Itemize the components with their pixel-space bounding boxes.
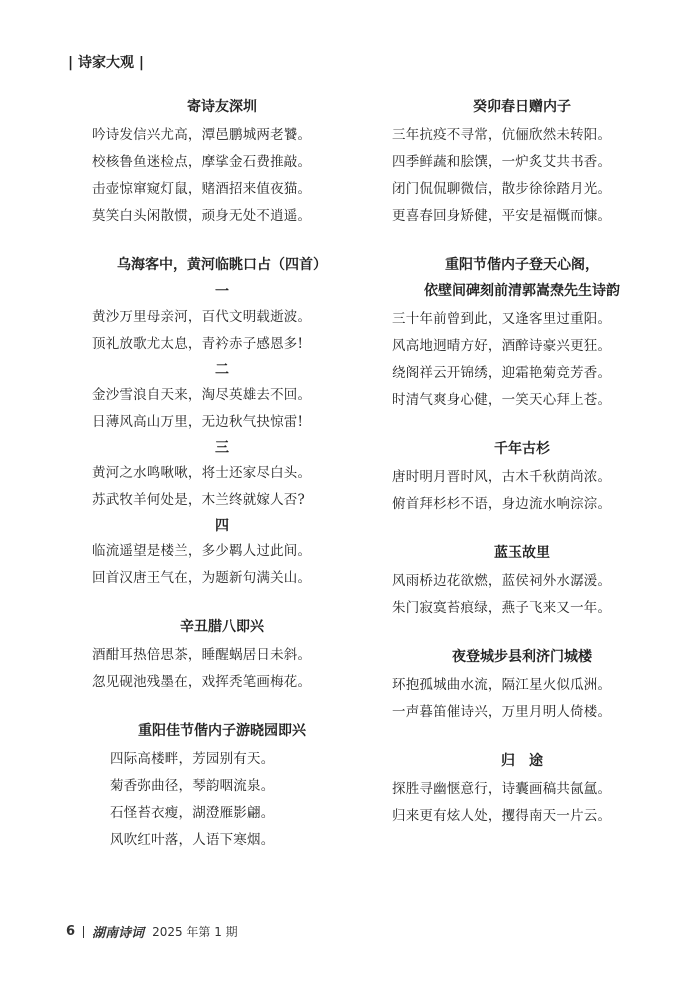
poem-title: 重阳节偕内子登天心阁， [445, 257, 599, 273]
poem-line: 击壶惊窜窥灯鼠，赌酒招来值夜猫。 [92, 181, 312, 197]
poem-line: 归来更有炫人处，攫得南天一片云。 [392, 808, 612, 824]
poem-line: 黄河之水鸣啾啾，将士还家尽白头。 [92, 465, 312, 481]
magazine-name: 湖南诗词 [92, 926, 145, 941]
poem [392, 96, 652, 230]
poem-line: 风高地迥晴方好，酒醉诗豪兴更狂。 [392, 338, 612, 354]
poem-line: 吟诗发信兴尤高，潭邑鹏城两老饕。 [92, 127, 312, 143]
poem [92, 616, 352, 696]
poem [392, 254, 652, 414]
issue-label: 2025 年第 1 期 [152, 925, 238, 939]
poem-line: 俯首拜杉杉不语，身边流水响淙淙。 [392, 496, 612, 512]
poem-line: 回首汉唐王气在，为题新句满关山。 [92, 570, 312, 586]
poem-line: 更喜春回身矫健，平安是福慨而慷。 [392, 208, 612, 224]
poem-line: 菊香弥曲径，琴韵咽流泉。 [110, 778, 275, 794]
poem-line: 金沙雪浪自天来，淘尽英雄去不回。 [92, 387, 312, 403]
poem-title: 乌海客中，黄河临眺口占（四首） [117, 257, 327, 273]
poem-line: 四季鲜蔬和脍馔，一炉炙艾共书香。 [392, 154, 612, 170]
page-number: 6 [66, 924, 76, 939]
poem-line: 日薄风高山万里，无边秋气抉惊雷! [92, 414, 304, 430]
poem [92, 96, 352, 230]
poem-title: 癸卯春日赠内子 [473, 99, 571, 115]
poem-title: 辛丑腊八即兴 [180, 619, 264, 635]
poem-line: 三年抗疫不寻常，伉俪欣然未转阳。 [392, 127, 612, 143]
poem-line: 朱门寂寞苔痕绿，燕子飞来又一年。 [392, 600, 612, 616]
left-column [92, 96, 352, 878]
footer-divider [83, 926, 84, 938]
poem [392, 438, 652, 518]
poem-line: 闭门侃侃聊微信，散步徐徐踏月光。 [392, 181, 612, 197]
poem-line: 临流遥望是楼兰，多少羁人过此间。 [92, 543, 312, 559]
poem-line: 校核鲁鱼迷检点，摩挲金石费推敲。 [92, 154, 312, 170]
poem [92, 720, 352, 854]
poem-line: 四际高楼畔，芳园别有天。 [110, 751, 275, 767]
poem-subheading: 四 [215, 518, 229, 534]
poem-title: 夜登城步县利济门城楼 [452, 649, 592, 665]
poem-line: 三十年前曾到此，又逢客里过重阳。 [392, 311, 612, 327]
poem-line: 探胜寻幽惬意行，诗囊画稿共氤氲。 [392, 781, 612, 797]
poem-line: 忽见砚池残墨在，戏挥秃笔画梅花。 [92, 674, 312, 690]
poem-line: 酒酣耳热倍思茶，睡醒蜗居日未斜。 [92, 647, 312, 663]
poem-title: 重阳佳节偕内子游晓园即兴 [138, 723, 306, 739]
poem-line: 风吹红叶落，人语下寒烟。 [110, 832, 275, 848]
poem-line: 唐时明月晋时风，古木千秋荫尚浓。 [392, 469, 612, 485]
poem-title: 归 途 [501, 753, 543, 769]
poem-line: 莫笑白头闲散惯，顽身无处不逍遥。 [92, 208, 312, 224]
poem [392, 646, 652, 726]
poem-line: 时清气爽身心健，一笑天心拜上苍。 [392, 392, 612, 408]
poem-line: 顶礼放歌尤太息，青衿赤子感恩多! [92, 336, 304, 352]
section-header: | 诗家大观 | [68, 55, 144, 71]
poem-subheading: 二 [215, 362, 229, 378]
poem-subheading: 三 [215, 440, 229, 456]
page-footer [66, 922, 238, 941]
poem-title: 蓝玉故里 [494, 545, 550, 561]
poem-line: 风雨桥边花欲燃，蓝侯祠外水潺湲。 [392, 573, 612, 589]
poem [392, 750, 652, 830]
poem-line: 石怪苔衣瘦，湖澄雁影翩。 [110, 805, 275, 821]
poem-title: 寄诗友深圳 [187, 99, 257, 115]
poem-line: 苏武牧羊何处是，木兰终就嫁人否? [92, 492, 305, 508]
poem-line: 环抱孤城曲水流，隔江星火似瓜洲。 [392, 677, 612, 693]
poem [92, 254, 352, 592]
poem-subheading: 一 [215, 284, 229, 300]
poem [392, 542, 652, 622]
right-column [392, 96, 652, 854]
poem-title: 依壁间碑刻前清郭嵩焘先生诗韵 [424, 283, 620, 299]
poem-line: 黄沙万里母亲河，百代文明载逝波。 [92, 309, 312, 325]
poem-line: 一声暮笛催诗兴，万里月明人倚楼。 [392, 704, 612, 720]
poem-title: 千年古杉 [494, 441, 550, 457]
poem-line: 绕阁祥云开锦绣，迎霜艳菊竞芳香。 [392, 365, 612, 381]
